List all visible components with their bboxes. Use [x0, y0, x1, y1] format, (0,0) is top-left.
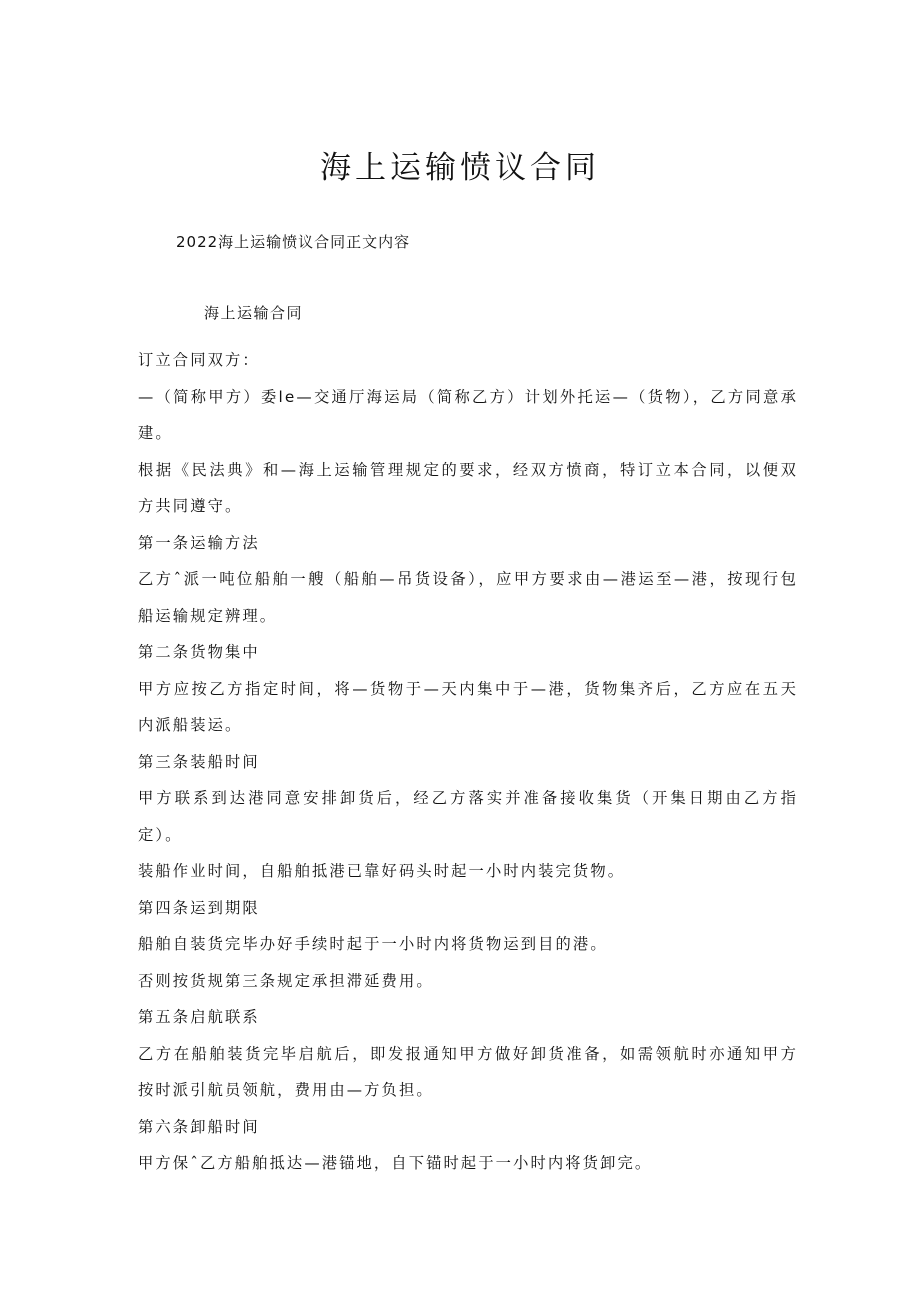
article-3-loading-time: 装船作业时间，自船舶抵港已靠好码头时起一小时内装完货物。	[138, 862, 626, 880]
document-title: 海上运输愤议合同	[320, 150, 600, 186]
article-4-heading: 第四条运到期限	[138, 898, 260, 917]
article-3-text: 甲方联系到达港同意安排卸货后，经乙方落实并准备接收集货（开集日期由乙方指定）。	[138, 789, 798, 844]
basis-paragraph: 根据《民法典》和—海上运输管理规定的要求，经双方愤商，特订立本合同，以便双方共同遵守。	[138, 460, 798, 515]
article-1-heading: 第一条运输方法	[138, 533, 260, 552]
document-subtitle: 2022海上运输愤议合同正文内容	[176, 233, 411, 251]
article-5-text: 乙方在船舶装货完毕启航后，即发报通知甲方做好卸货准备，如需领航时亦通知甲方按时派引航员领航，费用由—方负担。	[138, 1044, 798, 1099]
parties-heading: 订立合同双方：	[138, 351, 260, 369]
article-5-heading: 第五条启航联系	[138, 1008, 260, 1026]
article-3-heading: 第三条装船时间	[138, 752, 260, 771]
article-2-heading: 第二条货物集中	[138, 643, 260, 661]
article-6-text: 甲方保ˆ乙方船舶抵达—港锚地，自下锚时起于一小时内将货卸完。	[138, 1154, 653, 1172]
parties-paragraph: —（简称甲方）委le—交通厅海运局（简称乙方）计划外托运—（货物），乙方同意承建。	[138, 387, 798, 442]
article-6-heading: 第六条卸船时间	[138, 1117, 260, 1136]
article-1-text: 乙方ˆ派一吨位船舶一艘（船舶—吊货设备），应甲方要求由—港运至—港，按现行包船运输规定辨理。	[138, 570, 798, 625]
article-2-text: 甲方应按乙方指定时间，将—货物于—天内集中于—港，货物集齐后，乙方应在五天内派船装运。	[138, 679, 798, 734]
contract-name: 海上运输合同	[204, 304, 304, 322]
article-4-penalty: 否则按货规第三条规定承担滞延费用。	[138, 971, 434, 990]
article-4-text: 船舶自装货完毕办好手续时起于一小时内将货物运到目的港。	[138, 935, 608, 953]
contract-body	[138, 342, 798, 1182]
